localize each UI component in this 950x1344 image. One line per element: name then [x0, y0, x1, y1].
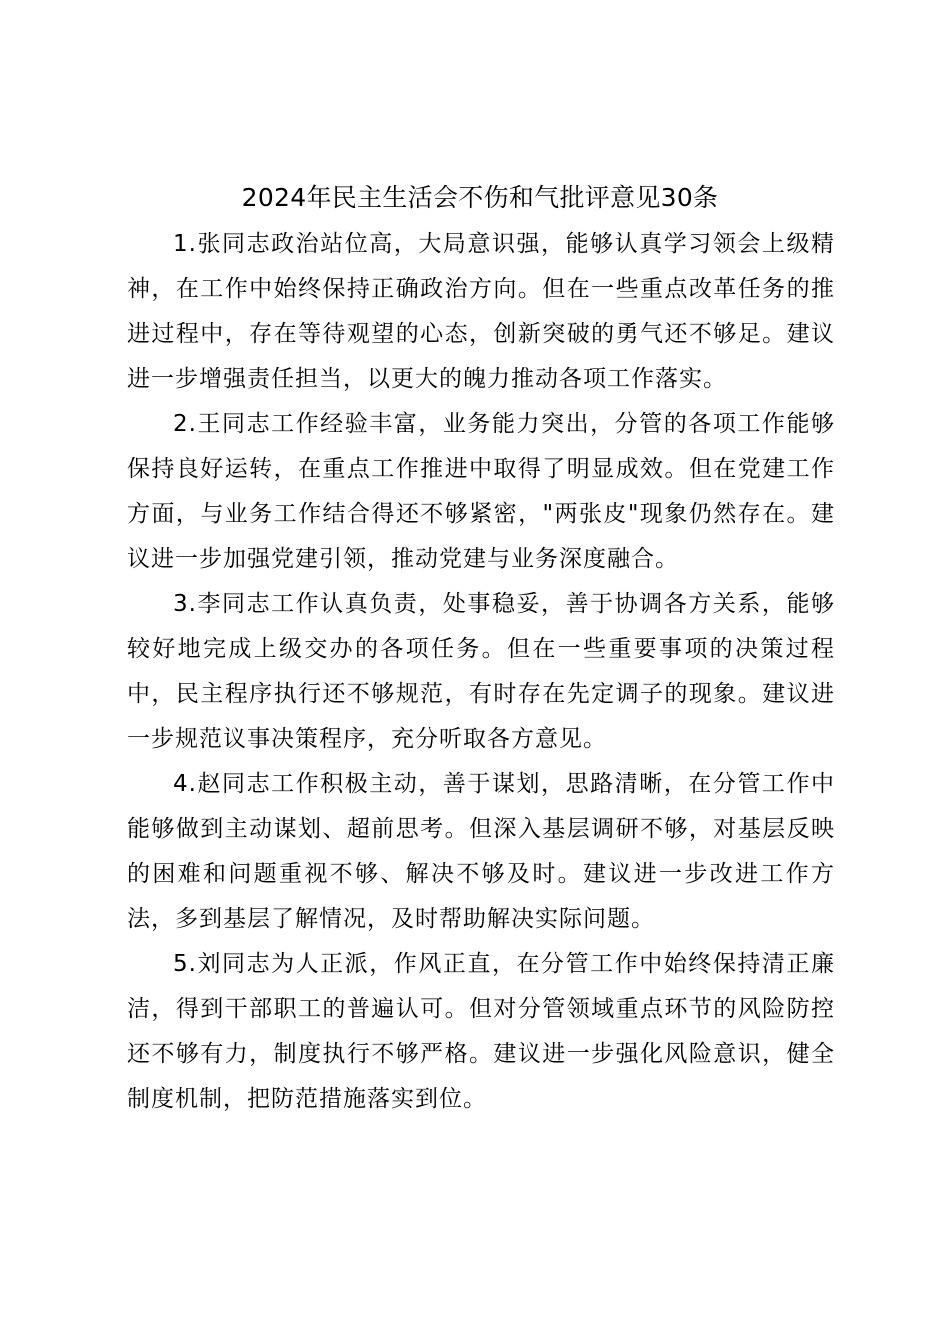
paragraph-1: 1.张同志政治站位高，大局意识强，能够认真学习领会上级精神，在工作中始终保持正确政治方向。但在一些重点改革任务的推进过程中，存在等待观望的心态，创新突破的勇气还不够足。建议进一步增强责任担当，以更大的魄力推动各项工作落实。	[127, 231, 835, 392]
paragraph-2: 2.王同志工作经验丰富，业务能力突出，分管的各项工作能够保持良好运转，在重点工作推进中取得了明显成效。但在党建工作方面，与业务工作结合得还不够紧密，"两张皮"现象仍然存在。建议进一步加强党建引领，推动党建与业务深度融合。	[127, 411, 835, 572]
document-title: 2024年民主生活会不伤和气批评意见30条	[241, 183, 719, 212]
paragraph-5: 5.刘同志为人正派，作风正直，在分管工作中始终保持清正廉洁，得到干部职工的普遍认可。但对分管领域重点环节的风险防控还不够有力，制度执行不够严格。建议进一步强化风险意识，健全制度机制，把防范措施落实到位。	[127, 951, 835, 1112]
document-body	[127, 222, 835, 1122]
paragraph-4: 4.赵同志工作积极主动，善于谋划，思路清晰，在分管工作中能够做到主动谋划、超前思考。但深入基层调研不够，对基层反映的困难和问题重视不够、解决不够及时。建议进一步改进工作方法，多到基层了解情况，及时帮助解决实际问题。	[127, 771, 835, 932]
paragraph-3: 3.李同志工作认真负责，处事稳妥，善于协调各方关系，能够较好地完成上级交办的各项任务。但在一些重要事项的决策过程中，民主程序执行还不够规范，有时存在先定调子的现象。建议进一步规范议事决策程序，充分听取各方意见。	[127, 591, 835, 752]
